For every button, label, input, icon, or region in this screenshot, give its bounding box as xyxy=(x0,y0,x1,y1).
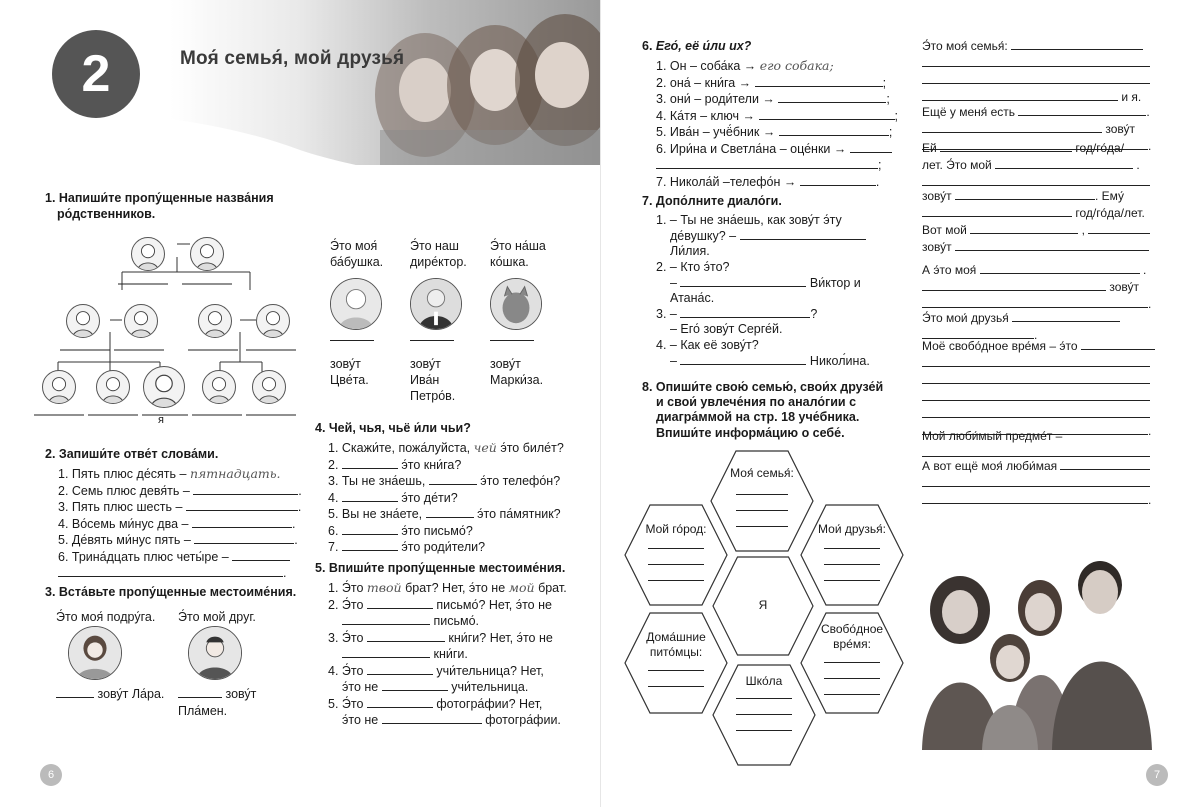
col-line-25[interactable] xyxy=(922,406,1150,418)
self-avatar xyxy=(143,366,185,408)
answer-line-cat[interactable] xyxy=(490,340,534,341)
hex-friends-line-1[interactable] xyxy=(824,548,880,549)
ex1-title: 1. Напиши́те пропу́щенные назва́ния ро́дственников. xyxy=(45,191,274,221)
ex2-answer-4[interactable] xyxy=(192,516,292,528)
ex6-answer-4[interactable] xyxy=(759,108,895,120)
ex4-answer-2[interactable] xyxy=(342,457,398,469)
cousin-girl-avatar xyxy=(96,370,130,404)
caption-cat-bottom: зову́т Марки́за. xyxy=(490,357,544,387)
ex2-answer-5[interactable] xyxy=(194,532,294,544)
hex-free-line-3[interactable] xyxy=(824,694,880,695)
col-line-19[interactable] xyxy=(1012,310,1120,322)
col-line-1[interactable] xyxy=(1011,38,1143,50)
caption-cat: Э́то на́ша ко́шка. xyxy=(490,239,546,269)
sister-avatar xyxy=(202,370,236,404)
ex5-answer-2a[interactable] xyxy=(367,597,433,609)
hex-school: Шко́ла xyxy=(712,664,816,766)
page-divider xyxy=(600,0,601,807)
col-line-10[interactable] xyxy=(922,174,1150,186)
col-line-27[interactable] xyxy=(922,445,1150,457)
ex6-answer-6b[interactable] xyxy=(656,157,878,169)
col-line-5[interactable] xyxy=(1018,104,1146,116)
hex-school-line-1[interactable] xyxy=(736,698,792,699)
ex4-answer-7[interactable] xyxy=(342,539,398,551)
col-line-28[interactable] xyxy=(1060,458,1150,470)
caption-grandmother-bottom: зову́т Цве́та. xyxy=(330,357,369,387)
ex4-answer-5[interactable] xyxy=(426,506,474,518)
hex-center: Я xyxy=(712,556,814,656)
aunt-avatar xyxy=(124,304,158,338)
page-number-left: 6 xyxy=(40,764,62,786)
ex5-answer-5b[interactable] xyxy=(382,712,482,724)
ex7-list: 1. – Ты не зна́ешь, как зову́т э́ту де́вушку? – Ли́лия. 2. – Кто э́то? – Ви́ктор и Атана́с. 3. – ? – Его́ зову́т Серге́й. 4. – Как её зову́т? – Никол́ина. xyxy=(656,213,870,368)
mother-avatar xyxy=(256,304,290,338)
ex2-answer-6[interactable] xyxy=(232,549,290,561)
col-line-2[interactable] xyxy=(922,55,1150,67)
hex-pets-line-1[interactable] xyxy=(648,670,704,671)
ex6-answer-2[interactable] xyxy=(755,75,883,87)
col-line-18[interactable] xyxy=(922,296,1148,308)
ex7-answer-3[interactable] xyxy=(680,306,810,318)
ex2-list: 1. Пять плюс де́сять – пятнадцать. 2. Семь плюс девя́ть – . 3. Пять плюс шесть – . 4. Во́семь ми́нус два – . 5. Де́вять ми́нус пять – . 6. Трина́дцать плюс четы́ре – . xyxy=(58,466,302,580)
hex-friends-line-2[interactable] xyxy=(824,564,880,565)
hex-family: Моя́ семья́: xyxy=(710,450,814,552)
col-line-14[interactable] xyxy=(1088,222,1150,234)
col-line-16[interactable] xyxy=(980,262,1140,274)
hex-free-time: Свобо́дное вре́мя: xyxy=(800,612,904,714)
uncle-avatar xyxy=(66,304,100,338)
family-photo xyxy=(912,540,1162,750)
brother-avatar xyxy=(252,370,286,404)
hex-free-line-2[interactable] xyxy=(824,678,880,679)
col-line-12[interactable] xyxy=(922,205,1072,217)
ex4-answer-3[interactable] xyxy=(429,473,477,485)
ex2-answer-2[interactable] xyxy=(193,483,298,495)
ex3-answer-1[interactable] xyxy=(56,686,94,698)
ex7-answer-2[interactable] xyxy=(680,275,806,287)
hex-family-line-3[interactable] xyxy=(736,526,788,527)
ex3-row-2: зову́т Пла́мен. xyxy=(178,687,257,718)
hex-friends-line-3[interactable] xyxy=(824,580,880,581)
grandfather-avatar xyxy=(131,237,165,271)
cousin-boy-avatar xyxy=(42,370,76,404)
col-line-4[interactable] xyxy=(922,89,1118,101)
col-line-6[interactable] xyxy=(922,121,1102,133)
unit-title: Моя́ семья́, мой друзья́ xyxy=(180,48,405,69)
ex8-title: 8. Опиши́те свою́ семью́, свои́х друзе́й и свои́ увлече́ния по анало́гии с диагра́ммой на стр. 18 уче́бника. Впиши́те информа́цию о себе́. xyxy=(642,380,884,440)
hex-family-line-1[interactable] xyxy=(736,494,788,495)
caption-grandmother: Э́то моя́ ба́бушка. xyxy=(330,239,384,269)
col-line-13[interactable] xyxy=(970,222,1078,234)
ex3-row-1: зову́т Ла́ра. xyxy=(56,686,164,701)
director-photo xyxy=(410,278,462,330)
col-line-21[interactable] xyxy=(1081,338,1155,350)
col-line-8[interactable] xyxy=(940,140,1072,152)
ex2-title: 2. Запиши́те отве́т слова́ми. xyxy=(45,447,219,461)
ex6-list: 1. Он – соба́ка → его собака; 2. она́ – кни́га → ; 3. они́ – роди́тели → ; 4. Ка́тя – ключ → ; 5. Ива́н – учё́бник → ; 6. Ири́на и Светла́на – оце́нки → ; 7. Никола́й –телефо́н → . xyxy=(656,58,898,189)
hex-school-line-2[interactable] xyxy=(736,714,792,715)
page-number-right: 7 xyxy=(1146,764,1168,786)
ex6-title: 6. Его́, её и́ли их? xyxy=(642,39,752,53)
hex-free-line-1[interactable] xyxy=(824,662,880,663)
hex-pets-line-2[interactable] xyxy=(648,686,704,687)
answer-line-grandmother[interactable] xyxy=(330,340,374,341)
ex5-answer-5a[interactable] xyxy=(367,696,433,708)
ex5-answer-4b[interactable] xyxy=(382,679,448,691)
col-line-24[interactable] xyxy=(922,389,1150,401)
ex3-title: 3. Вста́вьте пропу́щенные местоиме́ния. xyxy=(45,585,297,599)
col-line-23[interactable] xyxy=(922,372,1150,384)
ex4-list: 1. Скажи́те, пожа́луйста, чей э́то биле́т? 2. э́то кни́га? 3. Ты не зна́ешь, э́то телефо́н? 4. э́то де́ти? 5. Вы не зна́ете, э́то па́мятник? 6. э́то письмо́? 7. э́то роди́тели? xyxy=(328,440,564,554)
hex-city-line-2[interactable] xyxy=(648,564,704,565)
caption-director-bottom: зову́т Ива́н Петро́в. xyxy=(410,357,456,403)
ex3-answer-2[interactable] xyxy=(178,686,222,698)
ex5-answer-4a[interactable] xyxy=(367,663,433,675)
hex-city: Мой го́род: xyxy=(624,504,728,606)
col-line-22[interactable] xyxy=(922,355,1150,367)
ex4-title: 4. Чей, чья, чьё и́ли чьи? xyxy=(315,421,471,435)
boy-plamen-photo xyxy=(188,626,242,680)
ex5-answer-3a[interactable] xyxy=(367,630,445,642)
ex6-answer-6a[interactable] xyxy=(850,141,892,153)
hex-family-line-2[interactable] xyxy=(736,510,788,511)
hex-friends: Мои́ друзья́: xyxy=(800,504,904,606)
answer-line-director[interactable] xyxy=(410,340,454,341)
girl-lara-photo xyxy=(68,626,122,680)
col-line-3[interactable] xyxy=(922,72,1150,84)
ex4-answer-6[interactable] xyxy=(342,523,398,535)
ex6-answer-7[interactable] xyxy=(800,174,876,186)
grandmother-photo xyxy=(330,278,382,330)
hex-city-line-3[interactable] xyxy=(648,580,704,581)
ex3-caption-1: Э́то моя́ подру́га. xyxy=(56,610,156,624)
ex6-answer-3[interactable] xyxy=(778,91,886,103)
col-line-11[interactable] xyxy=(955,188,1095,200)
ex7-title: 7. Допо́лните диало́ги. xyxy=(642,194,782,208)
ex5-title: 5. Впиши́те пропу́щенные местоиме́ния. xyxy=(315,561,566,575)
ex6-answer-5[interactable] xyxy=(779,124,889,136)
ex2-answer-3[interactable] xyxy=(186,499,298,511)
ex3-caption-2: Э́то мой друг. xyxy=(178,610,256,624)
ex5-answer-2b[interactable] xyxy=(342,613,430,625)
ex2-answer-6b[interactable] xyxy=(58,565,283,577)
col-line-30[interactable] xyxy=(922,492,1148,504)
hex-city-line-1[interactable] xyxy=(648,548,704,549)
hex-pets: Дома́шние пито́мцы: xyxy=(624,612,728,714)
unit-number-badge: 2 xyxy=(52,30,140,118)
col-line-15[interactable] xyxy=(955,239,1149,251)
father-avatar xyxy=(198,304,232,338)
hex-school-line-3[interactable] xyxy=(736,730,792,731)
col-line-17[interactable] xyxy=(922,279,1106,291)
grandmother-avatar xyxy=(190,237,224,271)
ex5-list: 1. Э́то твой брат? Нет, э́то не мой брат. 2. Э́то письмо́? Нет, э́то не письмо́. 3. Э́то кни́ги? Нет, э́то не кни́ги. 4. Э́то учи́тельница? Нет, э́то не учи́тельница. 5. Э́то фотогра́фии? Нет, э́то не фотогра́фии. xyxy=(328,580,567,727)
ex5-answer-3b[interactable] xyxy=(342,646,430,658)
col-line-29[interactable] xyxy=(922,475,1150,487)
ex7-answer-4[interactable] xyxy=(680,353,806,365)
ex4-answer-4[interactable] xyxy=(342,490,398,502)
ex7-answer-1[interactable] xyxy=(740,228,866,240)
self-label: я xyxy=(158,414,164,426)
col-line-9[interactable] xyxy=(995,157,1133,169)
caption-director: Э́то наш дире́ктор. xyxy=(410,239,467,269)
cat-photo xyxy=(490,278,542,330)
